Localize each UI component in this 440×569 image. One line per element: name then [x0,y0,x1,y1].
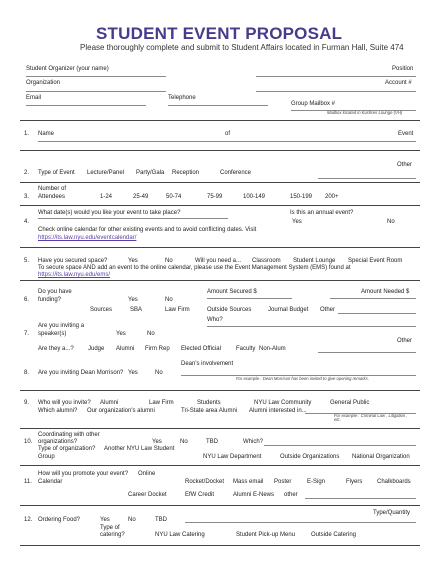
q6-secured-label: Amount Secured $ [207,289,257,295]
q10-which-field[interactable] [264,445,416,446]
page-subtitle: Please thoroughly complete and submit to Student Affairs located in Furman Hall, Suite 474 [80,43,404,52]
q6-secured-field[interactable] [207,298,292,299]
telephone-label: Telephone [168,95,196,101]
q9-which-label: Which alumni? [38,408,78,414]
position-field[interactable] [256,76,416,77]
q2-option-reception[interactable]: Reception [172,170,200,176]
q11-option-mass-email[interactable]: Mass email [233,479,264,485]
q11-option-efw-credit[interactable]: EfW Credit [185,492,215,498]
section-divider [20,182,420,183]
q12-option-outside-catering[interactable]: Outside Catering [311,532,357,538]
q11-option-esign[interactable]: E-Sign [307,479,326,485]
q1-number: 1. [24,131,30,137]
mailbox-label: Group Mailbox # [291,101,336,107]
q8-no-option[interactable]: No [155,370,163,376]
q9-label: Who will you invite? [38,400,91,406]
q1-name-label: Name [38,131,55,137]
q9-number: 9. [24,400,30,406]
q7-option-faculty[interactable]: Faculty [236,346,256,352]
q7-option-alumni[interactable]: Alumni [116,346,135,352]
q7-other-field[interactable] [318,352,416,353]
q6-yes-option[interactable]: Yes [128,297,138,303]
q2-option-party[interactable]: Party/Gala [136,170,165,176]
q12-tbd-option[interactable]: TBD [155,517,167,523]
q9-example-note: For example : Criminal Law , Litigation , etc. [334,413,408,423]
q9-option-students[interactable]: Students [197,400,221,406]
q7-option-judge[interactable]: Judge [88,346,105,352]
q5-no-option[interactable]: No [165,258,173,264]
q10-type-label: Type of organization? [38,446,96,452]
q7-other-label: Other [397,338,413,344]
q12-yes-option[interactable]: Yes [100,517,110,523]
q6-other-field[interactable] [338,313,416,314]
section-divider [20,120,420,121]
q9-option-alumni[interactable]: Alumni [100,400,119,406]
section-divider [20,428,420,429]
q4-number: 4. [24,219,30,225]
section-divider [20,505,420,506]
telephone-field[interactable] [168,105,268,106]
position-label: Position [392,66,414,72]
organizer-label: Student Organizer (your name) [26,66,109,72]
q10-tbd-option[interactable]: TBD [206,439,218,445]
q5-secure-text: To secure space AND add an event to the online calendar, please use the Event Management System (EMS) found at [38,265,351,271]
q8-involvement-label: Dean's involvement [181,361,234,367]
q12-type-quantity-field[interactable] [185,522,416,523]
q12-option-pickup-menu[interactable]: Student Pick-up Menu [236,532,296,538]
q7-who-field[interactable] [207,326,416,327]
q5-yes-option[interactable]: Yes [128,258,138,264]
q1-of-label: of [225,131,231,137]
q5-need-label: Will you need a... [195,258,242,264]
q6-source-sba[interactable]: SBA [130,307,143,313]
q8-label: Are you inviting Dean Morrison? [38,370,124,376]
q5-option-lounge[interactable]: Student Lounge [293,258,336,264]
q6-number: 6. [24,297,30,303]
q11-option-flyers[interactable]: Flyers [346,479,363,485]
q6-needed-field[interactable] [330,298,416,299]
q10-option-outside[interactable]: Outside Organizations [280,454,340,460]
q6-source-law-firm[interactable]: Law Firm [165,307,190,313]
q3-number: 3. [24,194,30,200]
q3-label-line1: Number of [38,186,67,192]
q5-option-classroom[interactable]: Classroom [252,258,281,264]
q11-option-alumni-enews[interactable]: Alumni E-News [233,492,275,498]
q12-type-label-line1: Type of [100,525,120,531]
q4-date-field[interactable] [38,218,228,219]
section-divider [20,390,420,391]
q6-label-line1: Do you have [38,289,72,295]
q3-option-7[interactable]: 200+ [325,194,339,200]
q9-option-our-alumni[interactable]: Our organization's alumni [87,408,155,414]
q3-option-3[interactable]: 50-74 [166,194,182,200]
email-label: Email [26,95,42,101]
section-divider [20,545,420,546]
section-divider [20,465,420,466]
q7-option-firm-rep[interactable]: Firm Rep [145,346,170,352]
q11-option-career-docket[interactable]: Career Docket [128,492,167,498]
q5-question: Have you secured space? [38,258,108,264]
section-divider [20,205,420,206]
q8-yes-option[interactable]: Yes [128,370,138,376]
q11-option-poster[interactable]: Poster [274,479,292,485]
section-divider [20,247,420,248]
q3-option-6[interactable]: 150-199 [290,194,313,200]
q7-option-non-alum[interactable]: Non-Alum [259,346,286,352]
q7-are-they-label: Are they a...? [38,346,74,352]
q10-label-line1: Coordinating with other [38,432,100,438]
organization-field[interactable] [26,91,166,92]
q10-group-label: Group [38,454,55,460]
q12-no-option[interactable]: No [128,517,136,523]
q10-no-option[interactable]: No [180,439,188,445]
q11-option-rocket-docket[interactable]: Rocket/Docket [185,479,225,485]
q3-label-line2: Attendees [38,194,66,200]
q7-no-option[interactable]: No [147,331,155,337]
q2-label: Type of Event [38,170,75,176]
q12-option-nyu-catering[interactable]: NYU Law Catering [155,532,205,538]
q7-who-label: Who? [207,317,223,323]
q4-question: What date(s) would you like your event to take place? [38,210,181,216]
account-label: Account # [385,80,412,86]
q3-option-1[interactable]: 1-24 [100,194,113,200]
q7-option-elected[interactable]: Elected Official [181,346,221,352]
q3-option-4[interactable]: 75-99 [207,194,223,200]
q4-no-option[interactable]: No [387,219,395,225]
q10-option-another-group[interactable]: Another NYU Law Student [104,446,175,452]
q2-other-label: Other [397,162,413,168]
q8-example-note: For example : Dean Morrison has been invited to give opening remarks. [236,376,369,381]
q4-annual-label: Is this an annual event? [290,210,354,216]
q10-which-label: Which? [243,439,264,445]
q1-name-field[interactable] [38,141,416,142]
q11-option-chalkboards[interactable]: Chalkboards [377,479,411,485]
q10-yes-option[interactable]: Yes [152,439,162,445]
q6-source-other[interactable]: Other [320,307,336,313]
account-field[interactable] [256,91,416,92]
page-title: STUDENT EVENT PROPOSAL [96,24,343,43]
q12-label: Ordering Food? [38,517,81,523]
q11-number: 11. [24,479,32,485]
q2-number: 2. [24,170,30,176]
q9-option-public[interactable]: General Public [330,400,370,406]
q9-option-community[interactable]: NYU Law Community [254,400,312,406]
q7-label-line2: speaker(s) [38,331,67,337]
q9-option-law-firm[interactable]: Law Firm [149,400,174,406]
q11-option-online[interactable]: Online [138,471,156,477]
q4-calendar-link[interactable]: https://its.law.nyu.edu/eventcalendar/ [38,235,137,241]
q8-number: 8. [24,370,30,376]
q12-type-label-line2: catering? [100,532,125,538]
organizer-field[interactable] [26,76,166,77]
q4-check-text: Check online calendar for other existing events and to avoid conflicting dates. Visit [38,227,257,233]
q10-label-line2: organizations? [38,439,78,445]
q6-label-line2: funding? [38,297,62,303]
q3-option-5[interactable]: 100-149 [243,194,266,200]
q6-source-journal[interactable]: Journal Budget [268,307,309,313]
section-divider [20,280,420,281]
q12-type-quantity-label: Type/Quantity [373,510,411,516]
q6-no-option[interactable]: No [165,297,173,303]
q6-needed-label: Amount Needed $ [361,289,410,295]
q5-number: 5. [24,258,30,264]
q5-option-special-room[interactable]: Special Event Room [348,258,403,264]
q10-option-department[interactable]: NYU Law Department [203,454,262,460]
q7-label-line1: Are you inviting a [38,323,85,329]
q4-yes-option[interactable]: Yes [292,219,302,225]
q6-sources-label: Sources [90,307,113,313]
q2-option-lecture[interactable]: Lecture/Panel [87,170,125,176]
section-divider [20,150,420,151]
q11-option-other[interactable]: other [284,492,298,498]
q12-number: 12. [24,517,33,523]
q1-event-label: Event [398,131,414,137]
q5-ems-link[interactable]: https://its.law.nyu.edu/ems/ [38,272,111,278]
q11-calendar-label[interactable]: Calendar [38,479,63,485]
q9-option-tristate[interactable]: Tri-State area Alumni [181,408,238,414]
q10-option-national[interactable]: National Organization [352,454,410,460]
q2-other-field[interactable] [318,178,416,179]
mailbox-note: Mailbox located in Kushner Lounge (VH) [327,110,403,115]
q3-option-2[interactable]: 25-49 [133,194,149,200]
q6-source-outside[interactable]: Outside Sources [207,307,252,313]
q2-option-conference[interactable]: Conference [220,170,252,176]
q7-number: 7. [24,331,30,337]
email-field[interactable] [26,105,146,106]
q7-yes-option[interactable]: Yes [116,331,126,337]
q11-label: How will you promote your event? [38,471,129,477]
q10-number: 10. [24,439,33,445]
q9-option-interested[interactable]: Alumni interested in... [249,408,307,414]
organization-label: Organization [26,80,61,86]
q11-other-field[interactable] [305,498,416,499]
